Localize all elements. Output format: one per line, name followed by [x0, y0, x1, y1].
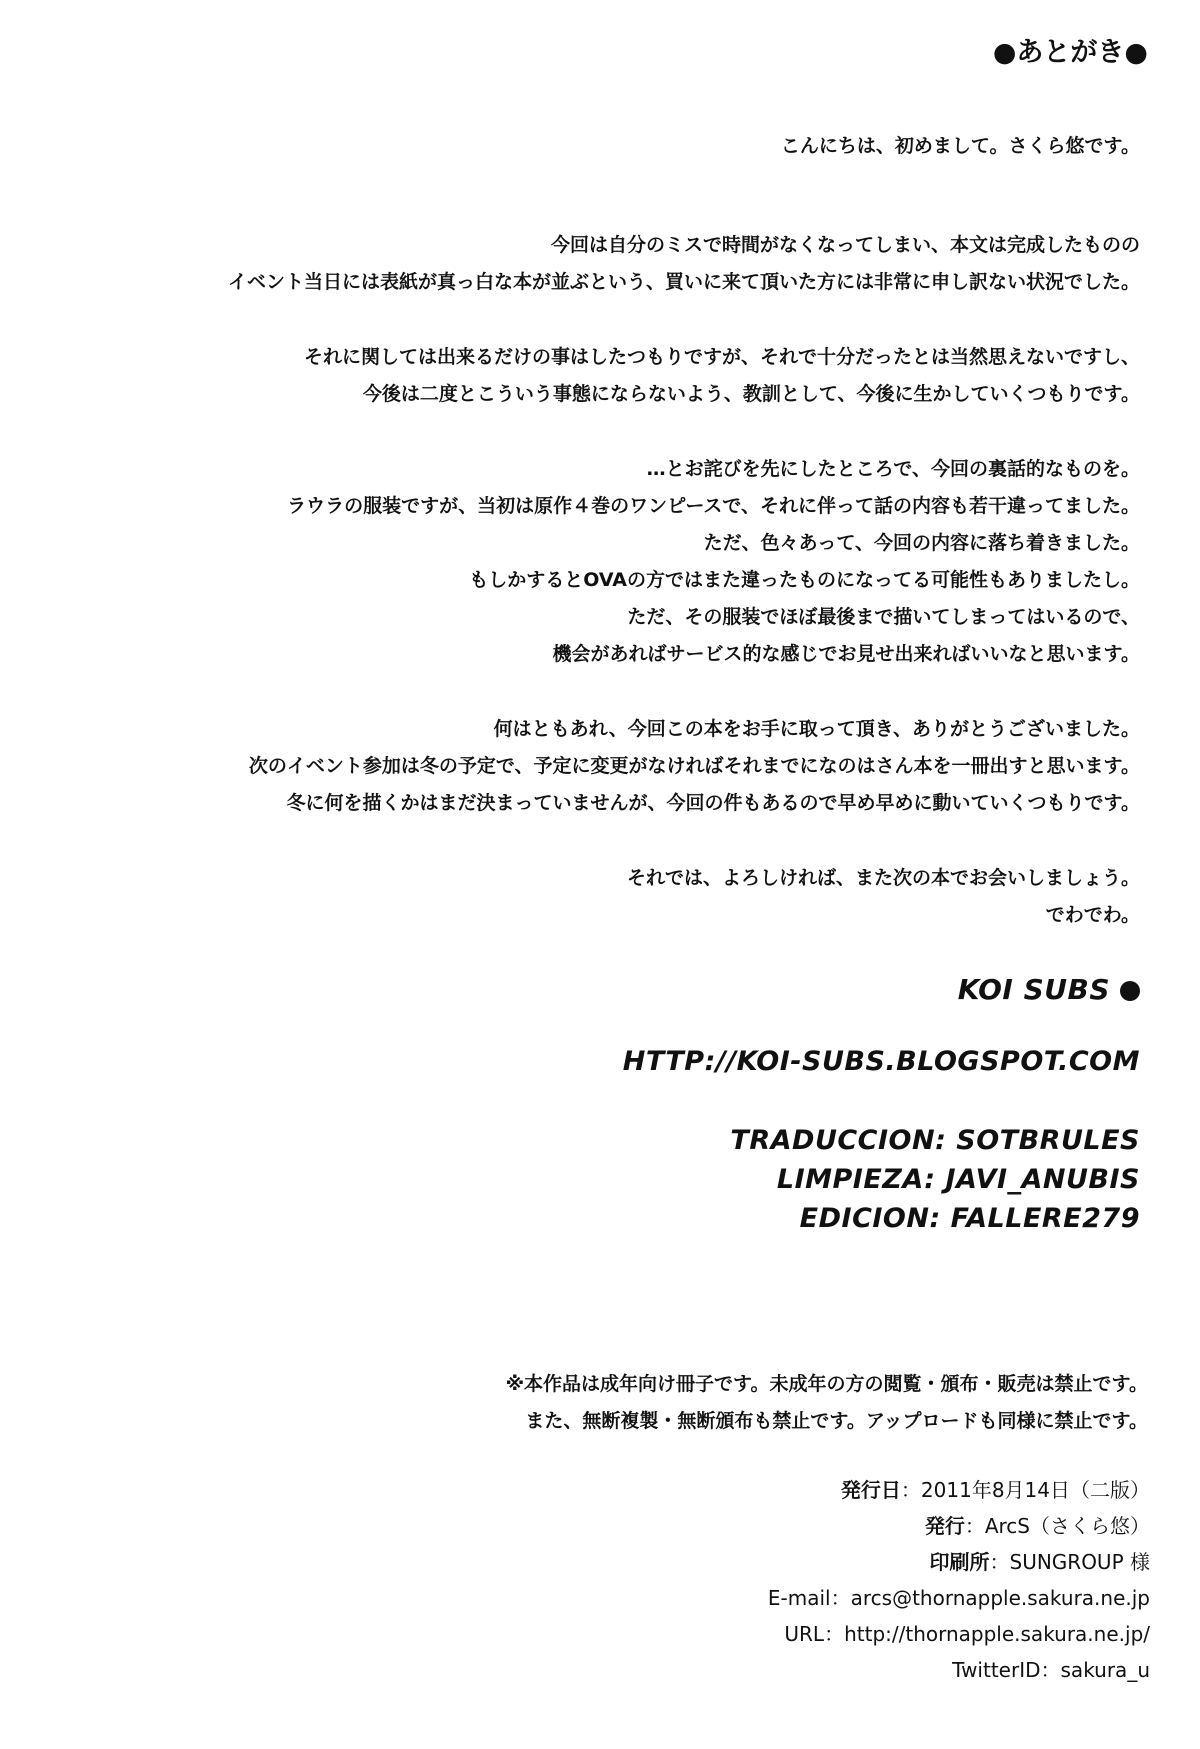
text-line: イベント当日には表紙が真っ白な本が並ぶという、買いに来て頂いた方には非常に申し訳ない状況でした。: [227, 271, 1140, 293]
colophon-date: 発行日：2011年8月14日（二版）: [840, 1478, 1150, 1502]
text-line: それに関しては出来るだけの事はしたつもりですが、それで十分だったとは当然思えないですし、: [303, 346, 1140, 368]
text-line: 冬に何を描くかはまだ決まっていませんが、今回の件もあるので早め早めに動いていくつもりです。: [286, 792, 1140, 814]
text-line: …とお詫びを先にしたところで、今回の裏話的なものを。: [646, 458, 1140, 480]
staff-editing: EDICION: FALLERE279: [799, 1203, 1140, 1234]
staff-cleaning: LIMPIEZA: JAVI_ANUBIS: [776, 1164, 1140, 1195]
text-line: ただ、その服装でほぼ最後まで描いてしまってはいるので、: [627, 606, 1140, 628]
group-name-text: KOI SUBS: [957, 973, 1110, 1006]
greeting-paragraph: [140, 128, 1140, 165]
text-line: 今回は自分のミスで時間がなくなってしまい、本文は完成したものの: [550, 234, 1140, 256]
paragraph-2: [140, 339, 1140, 413]
paragraph-3: [140, 451, 1140, 673]
text-line: 今後は二度とこういう事態にならないよう、教訓として、今後に生かしていくつもりです。: [362, 383, 1140, 405]
colophon-printer: 印刷所：SUNGROUP 様: [929, 1550, 1150, 1574]
scanlation-credits: [623, 970, 1140, 1238]
colophon-url: URL：http://thornapple.sakura.ne.jp/: [784, 1622, 1150, 1646]
staff-translation: TRADUCCION: SOTBRULES: [730, 1125, 1140, 1156]
colophon-email: E-mail：arcs@thornapple.sakura.ne.jp: [767, 1586, 1150, 1610]
paragraph-4: [140, 711, 1140, 822]
staff-list: [623, 1121, 1140, 1238]
notice-line: ※本作品は成年向け冊子です。未成年の方の閲覧・頒布・販売は禁止です。: [505, 1373, 1148, 1395]
group-url: HTTP://KOI-SUBS.BLOGSPOT.COM: [622, 1046, 1140, 1077]
text-line: ラウラの服装ですが、当初は原作４巻のワンピースで、それに伴って話の内容も若干違ってました。: [287, 495, 1140, 517]
colophon-publisher: 発行：ArcS（さくら悠）: [924, 1514, 1150, 1538]
paragraph-5: [140, 860, 1140, 934]
page-title: ●あとがき●: [992, 37, 1148, 68]
afterword-body: [140, 128, 1140, 972]
text-line: 何はともあれ、今回この本をお手に取って頂き、ありがとうございました。: [493, 718, 1140, 740]
text-line: 次のイベント参加は冬の予定で、予定に変更がなければそれまでになのはさん本を一冊出すと思います。: [248, 755, 1140, 777]
text-line: それでは、よろしければ、また次の本でお会いしましょう。: [626, 867, 1140, 889]
colophon: [768, 1472, 1150, 1688]
bullet-dot-icon: [1120, 981, 1140, 1001]
notice-line: また、無断複製・無断頒布も禁止です。アップロードも同様に禁止です。: [525, 1410, 1148, 1432]
text-line: こんにちは、初めまして。さくら悠です。: [780, 135, 1140, 157]
text-line: でわでわ。: [1045, 904, 1140, 926]
paragraph-1: [140, 227, 1140, 301]
text-line: 機会があればサービス的な感じでお見せ出来ればいいなと思います。: [552, 643, 1140, 665]
adult-notice: [506, 1366, 1148, 1440]
group-name: [623, 970, 1140, 1010]
text-line: ただ、色々あって、今回の内容に落ち着きました。: [703, 532, 1140, 554]
colophon-twitter: TwitterID：sakura_u: [952, 1658, 1150, 1682]
text-line: もしかするとOVAの方ではまた違ったものになってる可能性もありましたし。: [469, 569, 1140, 591]
